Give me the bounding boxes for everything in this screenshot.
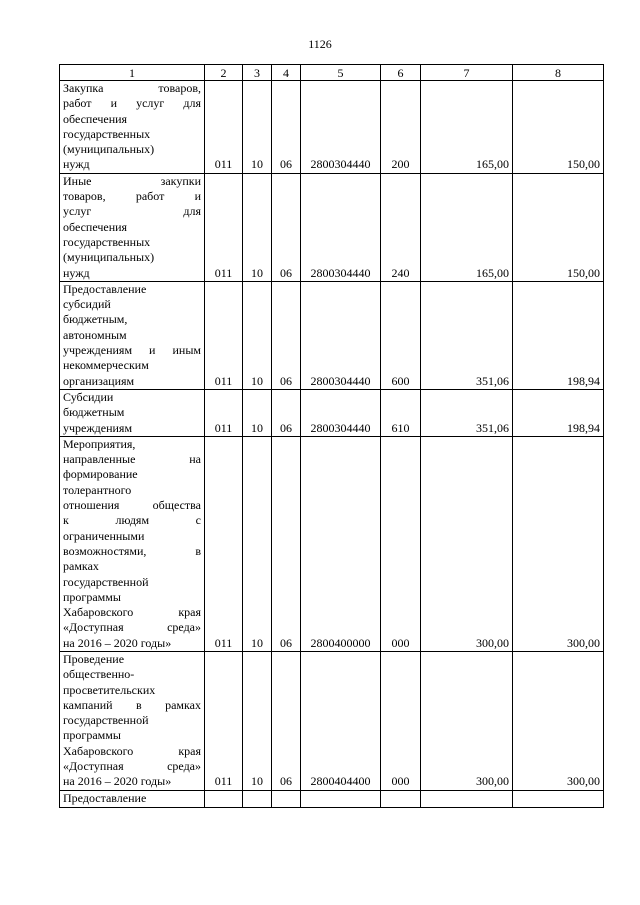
- row-name-line: возможностями, в: [63, 543, 201, 558]
- expense-type-cell: 000: [381, 651, 421, 790]
- row-name-line: учреждениям: [63, 420, 133, 435]
- row-name-line: работ и услуг для: [63, 96, 201, 111]
- row-name-line: Предоставление: [63, 281, 147, 296]
- page-number: 1126: [308, 37, 332, 51]
- row-name-cell: Предоставление: [60, 790, 205, 807]
- row-name-line: «Доступная среда»: [63, 620, 201, 635]
- amount-year2-cell: 150,00: [513, 173, 604, 281]
- row-name-line: государственной: [63, 574, 149, 589]
- row-name-line: Проведение: [63, 651, 125, 666]
- subsection-code-cell: 06: [272, 651, 301, 790]
- column-header: 4: [272, 65, 301, 81]
- row-name-line: нужд: [63, 157, 90, 172]
- row-name-line: субсидий: [63, 297, 111, 312]
- header-row: [60, 65, 604, 81]
- expense-type-cell: 000: [381, 436, 421, 651]
- row-name-line: Субсидии: [63, 389, 114, 404]
- row-name-line: (муниципальных): [63, 142, 155, 157]
- amount-year1-cell: 351,06: [421, 389, 513, 436]
- subsection-code-cell: 06: [272, 173, 301, 281]
- row-name-line: обеспечения: [63, 111, 128, 126]
- row-name-line: организациям: [63, 373, 135, 388]
- expense-type-cell: 610: [381, 389, 421, 436]
- amount-year1-cell: 351,06: [421, 281, 513, 389]
- target-article-cell: 2800400000: [301, 436, 381, 651]
- empty-cell: [421, 790, 513, 807]
- expense-type-cell: 600: [381, 281, 421, 389]
- column-header: 1: [60, 65, 205, 81]
- row-name-cell: [60, 651, 205, 790]
- column-header: 8: [513, 65, 604, 81]
- subsection-code-cell: 06: [272, 281, 301, 389]
- table-row: [60, 389, 604, 436]
- table-row: [60, 651, 604, 790]
- chapter-code-cell: 011: [205, 81, 243, 174]
- row-name-line: просветительских: [63, 682, 156, 697]
- row-name-line: автономным: [63, 327, 127, 342]
- row-name-line: некоммерческим: [63, 358, 149, 373]
- section-code-cell: 10: [243, 389, 272, 436]
- row-name-cell: [60, 389, 205, 436]
- row-name-line: Хабаровского края: [63, 605, 201, 620]
- amount-year2-cell: 198,94: [513, 389, 604, 436]
- row-name-line: (муниципальных): [63, 250, 155, 265]
- amount-year2-cell: 198,94: [513, 281, 604, 389]
- row-name-cell: [60, 436, 205, 651]
- row-name-line: Мероприятия,: [63, 436, 136, 451]
- section-code-cell: 10: [243, 173, 272, 281]
- amount-year2-cell: 300,00: [513, 651, 604, 790]
- row-name-line: бюджетным,: [63, 312, 128, 327]
- row-name-cell: [60, 281, 205, 389]
- chapter-code-cell: 011: [205, 173, 243, 281]
- expense-type-cell: 200: [381, 81, 421, 174]
- row-name-line: услуг для: [63, 204, 201, 219]
- target-article-cell: 2800404400: [301, 651, 381, 790]
- row-name-line: формирование: [63, 467, 138, 482]
- section-code-cell: 10: [243, 281, 272, 389]
- row-name-line: направленные на: [63, 452, 201, 467]
- section-code-cell: 10: [243, 651, 272, 790]
- row-name-line: толерантного: [63, 482, 132, 497]
- expense-type-cell: 240: [381, 173, 421, 281]
- table-row-partial: [60, 790, 604, 807]
- empty-cell: [243, 790, 272, 807]
- chapter-code-cell: 011: [205, 281, 243, 389]
- section-code-cell: 10: [243, 436, 272, 651]
- row-name-line: отношения общества: [63, 498, 201, 513]
- empty-cell: [513, 790, 604, 807]
- row-name-line: государственных: [63, 234, 151, 249]
- row-name-line: Закупка товаров,: [63, 81, 201, 95]
- column-header: 2: [205, 65, 243, 81]
- row-name-line: Хабаровского края: [63, 743, 201, 758]
- amount-year1-cell: 165,00: [421, 173, 513, 281]
- subsection-code-cell: 06: [272, 389, 301, 436]
- row-name-line: рамках: [63, 559, 99, 574]
- column-header: 6: [381, 65, 421, 81]
- target-article-cell: 2800304440: [301, 173, 381, 281]
- amount-year1-cell: 165,00: [421, 81, 513, 174]
- row-name-line: государственных: [63, 126, 151, 141]
- chapter-code-cell: 011: [205, 389, 243, 436]
- section-code-cell: 10: [243, 81, 272, 174]
- row-name-line: государственной: [63, 713, 149, 728]
- row-name-line: программы: [63, 589, 121, 604]
- empty-cell: [301, 790, 381, 807]
- table-row: [60, 173, 604, 281]
- row-name-line: учреждениям и иным: [63, 343, 201, 358]
- row-name-line: бюджетным: [63, 405, 125, 420]
- target-article-cell: 2800304440: [301, 389, 381, 436]
- row-name-line: кампаний в рамках: [63, 697, 201, 712]
- row-name-line: Иные закупки: [63, 173, 201, 188]
- chapter-code-cell: 011: [205, 436, 243, 651]
- row-name-line: к людям с: [63, 513, 201, 528]
- table-row: [60, 436, 604, 651]
- row-name-cell: [60, 173, 205, 281]
- empty-cell: [272, 790, 301, 807]
- row-name-line: на 2016 – 2020 годы»: [63, 635, 172, 650]
- row-name-line: ограниченными: [63, 528, 145, 543]
- target-article-cell: 2800304440: [301, 81, 381, 174]
- amount-year2-cell: 300,00: [513, 436, 604, 651]
- subsection-code-cell: 06: [272, 436, 301, 651]
- row-name-line: на 2016 – 2020 годы»: [63, 774, 172, 789]
- table-row: [60, 81, 604, 174]
- table-row: [60, 281, 604, 389]
- row-name-line: обеспечения: [63, 219, 128, 234]
- empty-cell: [381, 790, 421, 807]
- row-name-line: нужд: [63, 265, 90, 280]
- column-header: 5: [301, 65, 381, 81]
- target-article-cell: 2800304440: [301, 281, 381, 389]
- amount-year2-cell: 150,00: [513, 81, 604, 174]
- budget-table: [59, 64, 604, 808]
- column-header: 3: [243, 65, 272, 81]
- row-name-line: «Доступная среда»: [63, 759, 201, 774]
- chapter-code-cell: 011: [205, 651, 243, 790]
- row-name-line: программы: [63, 728, 121, 743]
- subsection-code-cell: 06: [272, 81, 301, 174]
- empty-cell: [205, 790, 243, 807]
- amount-year1-cell: 300,00: [421, 651, 513, 790]
- row-name-line: общественно-: [63, 667, 135, 682]
- row-name-cell: [60, 81, 205, 174]
- row-name-line: товаров, работ и: [63, 189, 201, 204]
- column-header: 7: [421, 65, 513, 81]
- amount-year1-cell: 300,00: [421, 436, 513, 651]
